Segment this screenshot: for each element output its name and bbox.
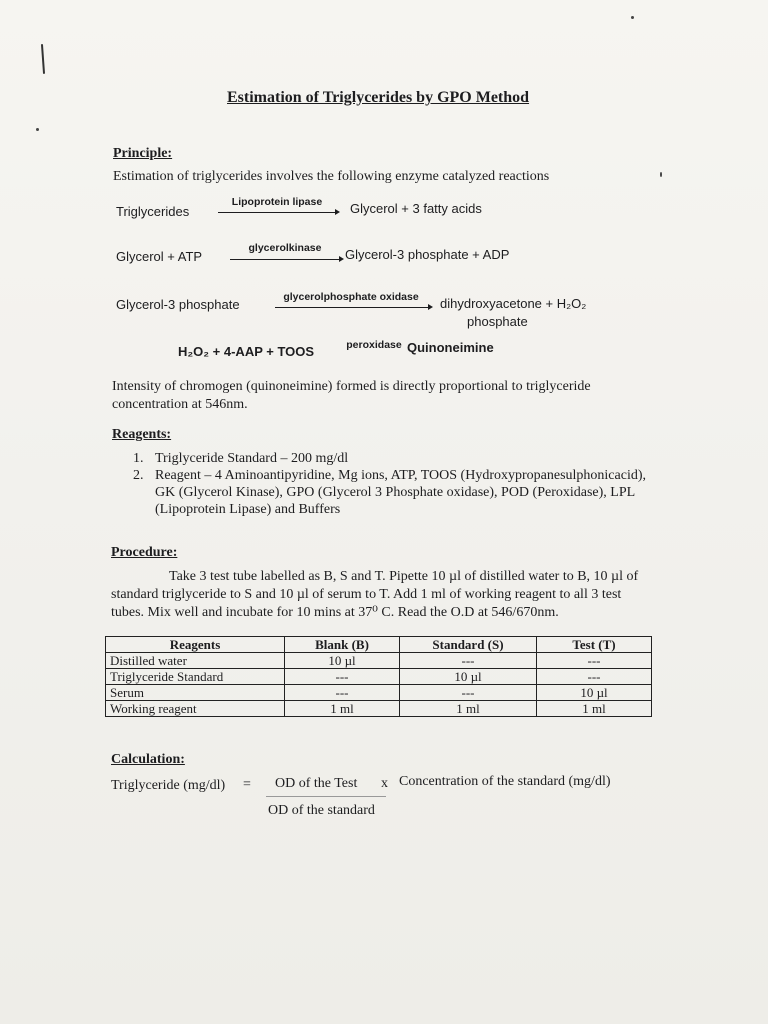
table-cell: ---: [400, 653, 537, 669]
reaction-3-left: Glycerol-3 phosphate: [116, 297, 240, 312]
page-title: Estimation of Triglycerides by GPO Method: [227, 89, 530, 106]
reaction-3-arrow: [275, 307, 431, 308]
table-cell: 10 µl: [285, 653, 400, 669]
table-row: [106, 701, 652, 717]
calculation-label: Triglyceride (mg/dl): [111, 778, 226, 793]
column-header: Blank (B): [285, 637, 400, 653]
reaction-2-left: Glycerol + ATP: [116, 249, 203, 264]
speck: [631, 16, 634, 19]
table-cell: ---: [400, 685, 537, 701]
calculation-factor: Concentration of the standard (mg/dl): [399, 774, 611, 789]
table-cell: 10 µl: [537, 685, 652, 701]
speck: [660, 172, 662, 177]
table-cell: ---: [537, 669, 652, 685]
table-row: [106, 669, 652, 685]
table-cell: 1 ml: [537, 701, 652, 717]
reagent-1-text: Triglyceride Standard – 200 mg/dl: [155, 451, 349, 466]
principle-intro: Estimation of triglycerides involves the following enzyme catalyzed reactions: [113, 169, 550, 184]
reaction-3-right: dihydroxyacetone + H₂O₂: [440, 296, 587, 311]
table-cell: Distilled water: [106, 653, 285, 669]
table-cell: 10 µl: [400, 669, 537, 685]
column-header: Standard (S): [400, 637, 537, 653]
table-cell: Serum: [106, 685, 285, 701]
calculation-times: x: [381, 776, 388, 791]
fraction-line: [266, 796, 386, 797]
reaction-3-enzyme: glycerolphosphate oxidase: [283, 291, 419, 303]
reaction-1-left: Triglycerides: [116, 204, 190, 219]
reaction-2-enzyme: glycerolkinase: [248, 242, 322, 254]
table-row: [106, 653, 652, 669]
reaction-1-enzyme: Lipoprotein lipase: [231, 196, 323, 208]
table-cell: Triglyceride Standard: [106, 669, 285, 685]
procedure-heading: Procedure:: [111, 545, 178, 560]
column-header: Test (T): [537, 637, 652, 653]
reaction-4-right: Quinoneimine: [407, 340, 494, 355]
calculation-equals: =: [243, 777, 251, 792]
table-cell: 1 ml: [285, 701, 400, 717]
table-row: [106, 685, 652, 701]
calculation-denominator: OD of the standard: [268, 803, 375, 818]
pen-mark: [41, 44, 45, 74]
reagents-table: [105, 636, 652, 717]
reaction-2-arrow: [230, 259, 342, 260]
reaction-4-enzyme: peroxidase: [346, 339, 402, 351]
table-cell: ---: [285, 685, 400, 701]
column-header: Reagents: [106, 637, 285, 653]
principle-conclusion: Intensity of chromogen (quinoneimine) formed is directly proportional to triglyceride concentration at 546nm.: [112, 379, 591, 412]
reaction-2-right: Glycerol-3 phosphate + ADP: [345, 247, 510, 262]
reaction-3-right-line2: phosphate: [467, 314, 528, 329]
principle-heading: Principle:: [113, 146, 173, 161]
reaction-4-left: H₂O₂ + 4-AAP + TOOS: [178, 344, 315, 359]
reagent-1-number: 1.: [133, 451, 144, 466]
table-cell: 1 ml: [400, 701, 537, 717]
table-header-row: [106, 637, 652, 653]
reaction-1-arrow: [218, 212, 338, 213]
reaction-1-right: Glycerol + 3 fatty acids: [350, 201, 482, 216]
reagent-2-number: 2.: [133, 468, 144, 483]
speck: [36, 128, 39, 131]
table-cell: ---: [537, 653, 652, 669]
procedure-text: Take 3 test tube labelled as B, S and T. Pipette 10 µl of distilled water to B, 10 µl of standard triglyceride to S and 10 µl of serum to T. Add 1 ml of working reagent to all 3 test tubes. Mix well and incubate for 10 mins at 37⁰ C. Read the O.D at 546/670nm.: [111, 569, 639, 620]
table-cell: ---: [285, 669, 400, 685]
table-cell: Working reagent: [106, 701, 285, 717]
calculation-heading: Calculation:: [111, 752, 185, 767]
reagents-heading: Reagents:: [112, 427, 172, 442]
calculation-numerator: OD of the Test: [275, 776, 358, 791]
reagent-2-text: Reagent – 4 Aminoantipyridine, Mg ions, ATP, TOOS (Hydroxypropanesulphonicacid), GK (Glycerol Kinase), GPO (Glycerol 3 Phosphate oxidase), POD (Peroxidase), LPL (Lipoprotein Lipase) and Buffers: [155, 468, 646, 517]
